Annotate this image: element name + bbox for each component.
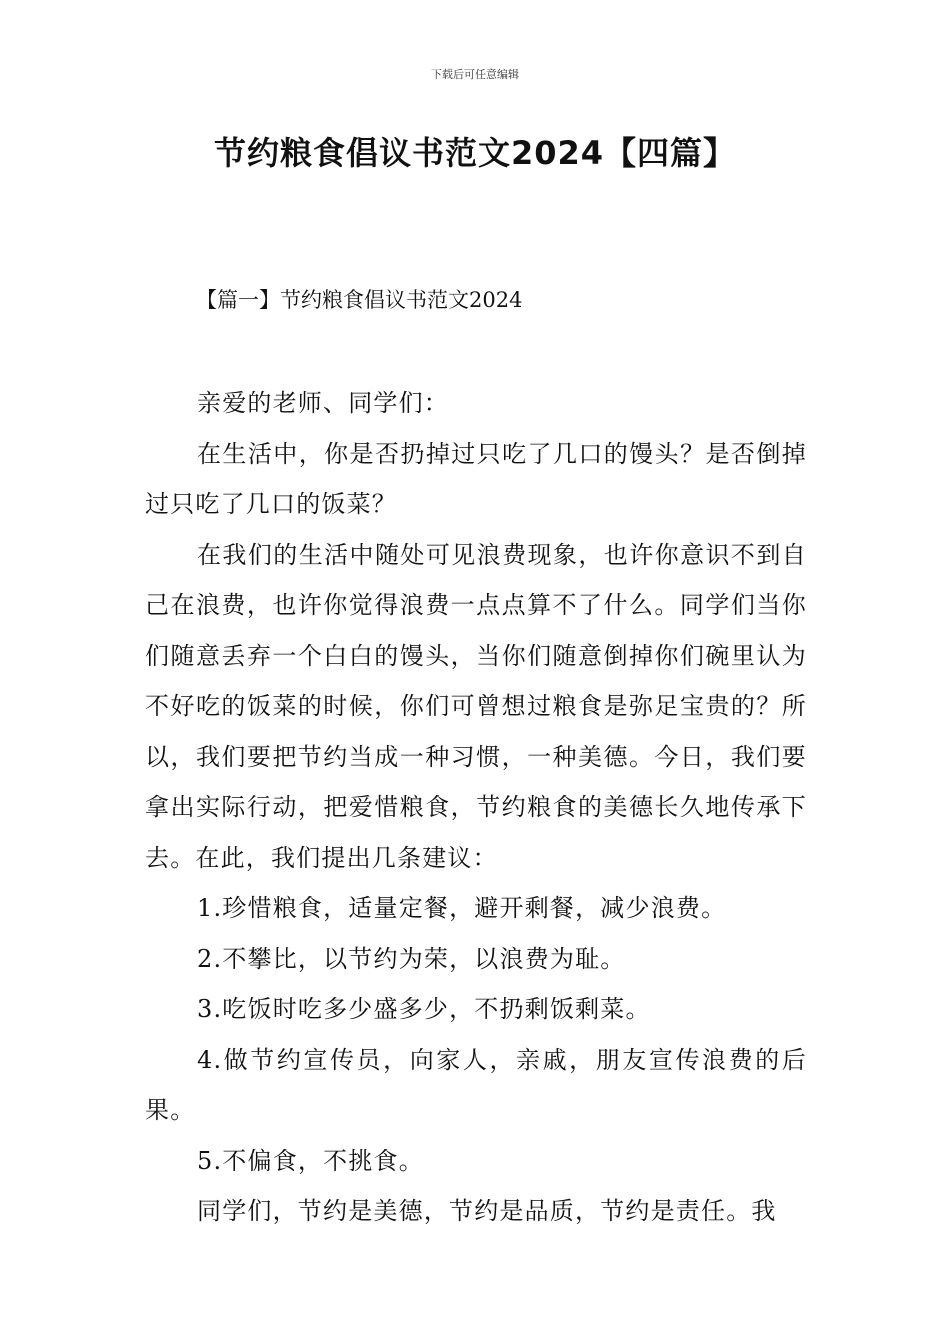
list-item-3: 3.吃饭时吃多少盛多少，不扔剩饭剩菜。 (197, 995, 651, 1023)
paragraph-1: 在生活中，你是否扔掉过只吃了几口的馒头？是否倒掉过只吃了几口的饭菜？ (145, 439, 807, 518)
list-item-4: 4.做节约宣传员，向家人，亲戚，朋友宣传浪费的后果。 (145, 1045, 807, 1124)
document-body (145, 378, 807, 1237)
list-item-2: 2.不攀比，以节约为荣，以浪费为耻。 (197, 944, 626, 973)
salutation: 亲爱的老师、同学们： (197, 389, 449, 417)
closing-paragraph: 同学们，节约是美德，节约是品质，节约是责任。我 (197, 1197, 777, 1225)
document-title: 节约粮食倡议书范文2024【四篇】 (213, 134, 737, 172)
list-item-5: 5.不偏食，不挑食。 (197, 1146, 424, 1175)
section-heading: 【篇一】节约粮食倡议书范文2024 (196, 288, 523, 312)
list-item-1: 1.珍惜粮食，适量定餐，避开剩餐，减少浪费。 (197, 894, 727, 922)
paragraph-2: 在我们的生活中随处可见浪费现象，也许你意识不到自己在浪费，也许你觉得浪费一点点算不了什么。同学们当你们随意丢弃一个白白的馒头，当你们随意倒掉你们碗里认为不好吃的饭菜的时候，你们可曾想过粮食是弥足宝贵的？所以，我们要把节约当成一种习惯，一种美德。今日，我们要拿出实际行动，把爱惜粮食，节约粮食的美德长久地传承下去。在此，我们提出几条建议： (145, 540, 807, 872)
header-note: 下载后可任意编辑 (431, 68, 519, 81)
